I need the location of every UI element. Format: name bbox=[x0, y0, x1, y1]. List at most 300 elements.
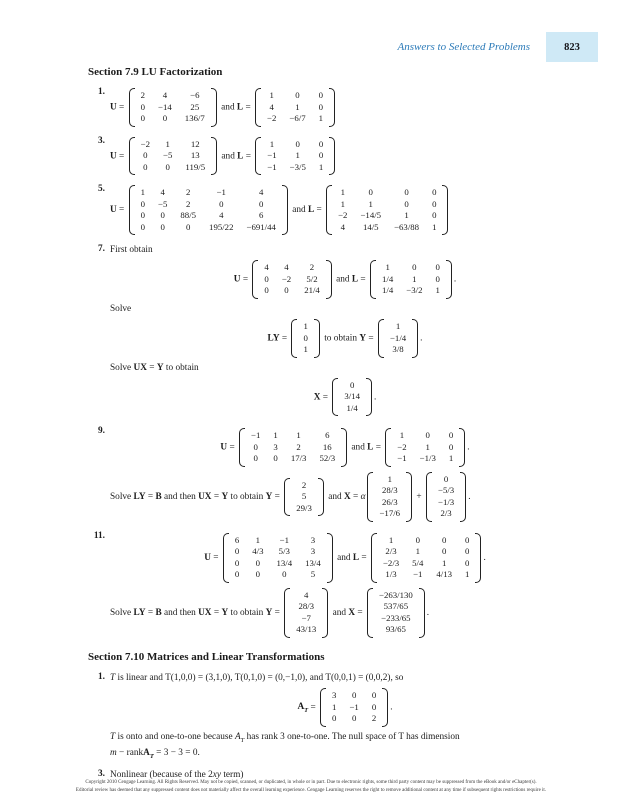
matrix-cell: 2 bbox=[301, 479, 307, 490]
right-paren-icon bbox=[460, 472, 466, 522]
matrix-cell: 5/2 bbox=[306, 273, 318, 284]
math-bold-text: Y bbox=[221, 607, 229, 618]
text-run bbox=[164, 363, 199, 373]
math-italic-text: T bbox=[110, 731, 116, 742]
matrix-cell: 3/8 bbox=[392, 344, 404, 355]
matrix-cell: 0 bbox=[140, 101, 146, 112]
matrix-cell: 1 bbox=[296, 430, 301, 441]
problem-number: 3. bbox=[98, 135, 105, 146]
matrix-cell: 0 bbox=[435, 262, 440, 273]
matrix-cell: 0 bbox=[368, 187, 373, 197]
matrix-cell: 2 bbox=[186, 187, 191, 197]
text-run-text: is onto and one-to-one because bbox=[115, 731, 235, 742]
math-italic bbox=[235, 732, 244, 742]
problem-lines bbox=[110, 424, 580, 525]
text-run bbox=[390, 702, 392, 712]
text-run bbox=[358, 275, 368, 285]
matrix-cell: −3/2 bbox=[406, 285, 423, 296]
matrix-cell: 1 bbox=[368, 198, 373, 209]
matrix-grid bbox=[394, 428, 456, 467]
matrix-cell: 3 bbox=[273, 441, 278, 452]
text-run bbox=[334, 275, 352, 285]
matrix-grid bbox=[335, 185, 439, 235]
text-run-text: = bbox=[240, 274, 251, 285]
matrix bbox=[255, 137, 335, 176]
text-run-text: Solve bbox=[110, 362, 134, 373]
matrix bbox=[129, 88, 217, 127]
text-run bbox=[366, 333, 376, 343]
left-paren-icon bbox=[239, 428, 245, 467]
matrix-cell: 1 bbox=[425, 441, 430, 452]
matrix-grid bbox=[232, 533, 324, 583]
matrix-cell: 5/3 bbox=[278, 546, 290, 557]
matrix-cell: −2 bbox=[140, 138, 150, 149]
matrix-cell: 1 bbox=[318, 113, 324, 123]
text-run bbox=[374, 392, 376, 402]
matrix-cell: 1 bbox=[415, 546, 420, 557]
matrix-cell: 0 bbox=[415, 534, 420, 545]
math-italic bbox=[361, 492, 366, 502]
text-run-text: = bbox=[243, 150, 254, 161]
left-paren-icon bbox=[378, 319, 384, 358]
matrix-cell: 16 bbox=[322, 441, 332, 452]
matrix-cell: 0 bbox=[162, 113, 168, 123]
matrix bbox=[284, 478, 324, 517]
matrix-cell: 1 bbox=[273, 430, 278, 441]
left-paren-icon bbox=[385, 428, 391, 467]
matrix-cell: −2/3 bbox=[382, 557, 400, 568]
matrix-cell: 0 bbox=[140, 210, 146, 220]
matrix-cell: 0 bbox=[318, 138, 324, 149]
matrix-cell: 1 bbox=[404, 210, 409, 220]
problem bbox=[88, 529, 580, 641]
matrix-cell: 0 bbox=[349, 379, 355, 390]
text-run bbox=[154, 748, 200, 758]
matrix-cell: 0 bbox=[295, 138, 300, 149]
matrix-cell: −63/88 bbox=[394, 221, 420, 232]
text-run bbox=[349, 443, 367, 453]
text-run-text: = bbox=[279, 333, 290, 344]
math-italic-text: A bbox=[234, 731, 241, 742]
math-bold bbox=[198, 608, 211, 618]
matrix-cell: 0 bbox=[143, 150, 148, 160]
matrix bbox=[367, 588, 425, 638]
text-run bbox=[211, 553, 221, 563]
footer bbox=[10, 779, 612, 795]
matrix-cell: −3/5 bbox=[289, 161, 306, 172]
problem-line bbox=[110, 587, 580, 639]
matrix-grid bbox=[435, 472, 457, 522]
problem-line bbox=[110, 87, 580, 128]
math-bold-text: UX bbox=[133, 362, 147, 373]
matrix-cell: −1 bbox=[267, 161, 277, 172]
text-run-text: to obtain bbox=[321, 333, 360, 344]
right-paren-icon bbox=[412, 319, 418, 358]
left-paren-icon bbox=[129, 88, 135, 127]
problem-number: 1. bbox=[98, 671, 105, 682]
right-paren-icon bbox=[314, 319, 320, 358]
math-bold-text: U bbox=[233, 274, 241, 285]
matrix-cell: 1 bbox=[435, 285, 440, 296]
matrix bbox=[370, 260, 452, 299]
text-run-text: = bbox=[355, 607, 365, 618]
matrix-grid bbox=[293, 478, 315, 517]
matrix-cell: −1 bbox=[267, 150, 277, 160]
text-run bbox=[212, 608, 222, 618]
math-bold-text: Y bbox=[265, 607, 273, 618]
text-run-text: and bbox=[289, 205, 308, 216]
left-paren-icon bbox=[284, 478, 290, 517]
math-bold bbox=[110, 102, 117, 112]
math-bold-text: LY bbox=[267, 333, 280, 344]
matrix bbox=[129, 137, 217, 176]
matrix-cell: 29/3 bbox=[296, 502, 312, 513]
subscript: T bbox=[240, 736, 245, 744]
text-run bbox=[110, 608, 134, 618]
text-run-text: is linear and T(1,0,0) = (3,1,0), T(0,1,0) = (0,−1,0), and T(0,0,1) = (0,0,2), so bbox=[115, 672, 404, 683]
matrix-cell: −1 bbox=[413, 569, 423, 580]
matrix-cell: 4 bbox=[160, 187, 165, 197]
matrix-cell: 0 bbox=[140, 221, 146, 232]
matrix-cell: −6/7 bbox=[289, 113, 306, 123]
matrix bbox=[255, 88, 335, 127]
math-bold bbox=[134, 608, 146, 618]
matrix-cell: 0 bbox=[255, 569, 261, 580]
problem-line bbox=[110, 427, 580, 468]
text-run-text: = bbox=[145, 491, 156, 502]
right-paren-icon bbox=[322, 588, 328, 638]
problem-line bbox=[110, 687, 580, 728]
matrix bbox=[291, 319, 319, 358]
math-bold-text: LY bbox=[133, 607, 146, 618]
matrix-cell: 0 bbox=[160, 221, 165, 232]
right-paren-icon bbox=[327, 533, 333, 583]
matrix-cell: 0 bbox=[253, 453, 258, 464]
math-bold-text: Y bbox=[156, 362, 164, 373]
matrix-cell: 1 bbox=[332, 701, 337, 712]
text-run bbox=[272, 492, 282, 502]
matrix-cell: 6 bbox=[258, 210, 264, 220]
text-run-text: = bbox=[272, 491, 283, 502]
footer-editorial-line: Editorial review has deemed that any suppressed content does not materially affect the overall learning experience. Cengage Learning reserves the right to remove additional content at any time if subsequent rights restrictions require it. bbox=[75, 788, 547, 793]
matrix-cell: 1 bbox=[165, 138, 170, 149]
math-bold-text: A bbox=[297, 702, 305, 713]
text-run-text: . bbox=[390, 702, 393, 713]
matrix-cell: 0 bbox=[371, 690, 377, 701]
left-paren-icon bbox=[367, 472, 373, 522]
text-run bbox=[117, 102, 127, 112]
text-run bbox=[115, 732, 235, 742]
text-run-text: . bbox=[373, 392, 377, 403]
text-run bbox=[467, 443, 469, 453]
matrix-cell: −1 bbox=[397, 453, 407, 464]
text-run bbox=[227, 443, 237, 453]
matrix-cell: −1 bbox=[349, 701, 359, 712]
math-italic-text: xy bbox=[212, 770, 222, 781]
math-bold bbox=[143, 748, 154, 758]
text-run-text: and bbox=[330, 607, 349, 618]
math-bold-text: U bbox=[110, 102, 117, 113]
left-paren-icon bbox=[371, 533, 377, 583]
matrix-cell: −263/130 bbox=[378, 589, 413, 600]
left-paren-icon bbox=[367, 588, 373, 638]
matrix-cell: −14 bbox=[158, 101, 172, 112]
matrix-cell: 4 bbox=[304, 589, 309, 600]
matrix-cell: 0 bbox=[264, 285, 269, 296]
problem bbox=[88, 424, 580, 525]
right-paren-icon bbox=[211, 88, 217, 127]
matrix-cell: 28/3 bbox=[298, 601, 315, 612]
matrix-grid bbox=[379, 260, 443, 299]
math-bold-text: Y bbox=[265, 491, 273, 502]
text-run bbox=[355, 608, 365, 618]
page-number: 823 bbox=[564, 41, 580, 53]
problem bbox=[88, 242, 580, 420]
problem-line bbox=[110, 532, 580, 584]
text-run-text: . bbox=[420, 333, 423, 344]
text-run-text: + bbox=[414, 491, 424, 502]
matrix-cell: 1 bbox=[295, 150, 300, 160]
math-bold-text: U bbox=[110, 205, 117, 216]
matrix-cell: 1 bbox=[442, 557, 447, 568]
matrix bbox=[223, 533, 333, 583]
text-run-text: = bbox=[373, 442, 384, 453]
matrix-cell: 0 bbox=[186, 221, 191, 232]
text-run bbox=[228, 608, 265, 618]
matrix-cell: 1 bbox=[340, 198, 345, 209]
text-run bbox=[110, 363, 134, 373]
text-run-text: and then bbox=[161, 607, 199, 618]
matrix-cell: −17/6 bbox=[379, 508, 401, 519]
math-bold bbox=[297, 702, 309, 715]
math-bold-text: UX bbox=[198, 491, 212, 502]
right-paren-icon bbox=[366, 378, 372, 417]
matrix-cell: 4 bbox=[264, 262, 269, 273]
matrix-cell: 0 bbox=[442, 546, 447, 557]
matrix-cell: 21/4 bbox=[304, 285, 320, 296]
matrix-cell: 2 bbox=[140, 90, 146, 100]
problem-lines bbox=[110, 529, 580, 641]
matrix-cell: −14/5 bbox=[360, 210, 382, 220]
right-paren-icon bbox=[329, 137, 335, 176]
matrix-cell: 1/4 bbox=[382, 273, 394, 284]
math-italic-text: T bbox=[110, 672, 116, 683]
math-bold bbox=[234, 275, 241, 285]
text-run bbox=[359, 553, 369, 563]
text-run-text: has rank 3 one-to-one. The null space of T has dimension bbox=[244, 731, 460, 742]
text-run bbox=[243, 102, 253, 112]
text-run-text: = bbox=[350, 491, 361, 502]
matrix bbox=[129, 185, 288, 235]
problem-line bbox=[110, 377, 580, 418]
matrix-cell: 0 bbox=[351, 713, 357, 724]
problem-lines bbox=[110, 134, 580, 179]
text-run bbox=[414, 492, 424, 502]
math-bold-text: X bbox=[343, 491, 351, 502]
text-run-text: . bbox=[426, 607, 430, 618]
matrix-cell: 2/3 bbox=[440, 508, 452, 519]
matrix-cell: −2 bbox=[338, 210, 348, 220]
matrix-cell: 1 bbox=[269, 90, 274, 100]
right-paren-icon bbox=[406, 472, 412, 522]
matrix-grid bbox=[300, 319, 310, 358]
math-bold bbox=[204, 553, 211, 563]
matrix-grid bbox=[376, 472, 403, 522]
problem-lines bbox=[110, 670, 580, 764]
matrix-cell: 1 bbox=[140, 187, 146, 197]
matrix-cell: −7 bbox=[301, 612, 311, 623]
text-run bbox=[427, 608, 429, 618]
matrix-cell: 0 bbox=[432, 210, 437, 220]
text-run bbox=[468, 492, 470, 502]
matrix-cell: 2/3 bbox=[385, 546, 397, 557]
matrix-cell: 0 bbox=[443, 473, 449, 484]
text-run bbox=[326, 492, 344, 502]
math-bold bbox=[110, 151, 117, 161]
problem-line bbox=[110, 303, 580, 315]
text-run-text: Solve bbox=[110, 607, 134, 618]
matrix-cell: 5/4 bbox=[412, 557, 424, 568]
text-run-text: . bbox=[468, 491, 471, 502]
running-head-title: Answers to Selected Problems bbox=[397, 41, 530, 53]
matrix-cell: 6 bbox=[325, 430, 330, 441]
problem-line bbox=[110, 184, 580, 236]
matrix-cell: −1 bbox=[279, 534, 289, 545]
text-run-text: = bbox=[320, 392, 331, 403]
problem-number: 5. bbox=[98, 184, 105, 194]
text-run-text: = bbox=[308, 702, 319, 713]
matrix-cell: 6 bbox=[234, 534, 240, 545]
matrix-cell: 0 bbox=[435, 273, 440, 284]
left-paren-icon bbox=[129, 137, 135, 176]
matrix-cell: 2 bbox=[371, 713, 377, 724]
page-number-box bbox=[546, 32, 598, 62]
text-run bbox=[454, 275, 456, 285]
right-paren-icon bbox=[326, 260, 332, 299]
matrix-cell: 26/3 bbox=[381, 496, 398, 507]
text-run-text: = bbox=[314, 205, 325, 216]
matrix-cell: 0 bbox=[465, 534, 470, 545]
text-run bbox=[420, 333, 422, 343]
math-bold bbox=[344, 492, 351, 502]
problem bbox=[88, 670, 580, 764]
matrix-cell: 1 bbox=[395, 321, 401, 332]
math-bold bbox=[110, 205, 117, 215]
text-run bbox=[110, 304, 131, 314]
text-run bbox=[117, 205, 127, 215]
matrix bbox=[326, 185, 448, 235]
matrix-cell: −1/3 bbox=[437, 496, 455, 507]
matrix-cell: 4 bbox=[162, 90, 168, 100]
text-run-text: = bbox=[272, 607, 283, 618]
math-bold-text: L bbox=[307, 205, 315, 216]
text-run bbox=[146, 492, 156, 502]
matrix-cell: −5/3 bbox=[437, 485, 455, 496]
matrix-grid bbox=[138, 88, 208, 127]
problem-number: 3. bbox=[98, 769, 105, 780]
matrix-cell: 1 bbox=[465, 569, 470, 580]
matrix-cell: 0 bbox=[140, 113, 146, 123]
text-run bbox=[110, 245, 153, 255]
math-bold-text: L bbox=[351, 274, 359, 285]
problem bbox=[88, 134, 580, 179]
math-bold-text: L bbox=[236, 102, 244, 113]
text-run bbox=[351, 492, 361, 502]
problem-line bbox=[110, 362, 580, 374]
matrix-cell: 0 bbox=[412, 262, 417, 273]
problem-lines bbox=[110, 85, 580, 130]
text-run-text: = bbox=[210, 552, 221, 563]
matrix-cell: −2 bbox=[281, 273, 292, 284]
text-run-text: = bbox=[227, 442, 238, 453]
text-run bbox=[308, 702, 318, 712]
text-run bbox=[110, 492, 134, 502]
problem-lines bbox=[110, 242, 580, 420]
math-italic bbox=[110, 748, 117, 758]
matrix-grid bbox=[264, 88, 326, 127]
right-paren-icon bbox=[382, 688, 388, 727]
text-run-text: = bbox=[359, 552, 369, 563]
problem bbox=[88, 182, 580, 238]
matrix-cell: 4/13 bbox=[436, 569, 453, 580]
matrix-cell: 0 bbox=[318, 90, 324, 100]
matrix-cell: 4 bbox=[219, 210, 224, 220]
math-bold bbox=[134, 363, 147, 373]
math-bold-text: U bbox=[110, 150, 117, 161]
matrix bbox=[332, 378, 372, 417]
matrix-cell: 1/4 bbox=[346, 402, 358, 413]
matrix-cell: 2 bbox=[309, 262, 315, 273]
text-run-text: . bbox=[483, 552, 486, 563]
problem-line bbox=[110, 136, 580, 177]
problem-line bbox=[110, 672, 580, 684]
left-paren-icon bbox=[252, 260, 258, 299]
math-bold bbox=[134, 492, 146, 502]
matrix-cell: 2 bbox=[186, 198, 191, 209]
right-paren-icon bbox=[318, 478, 324, 517]
text-run bbox=[280, 333, 290, 343]
matrix bbox=[378, 319, 418, 358]
text-run bbox=[228, 492, 265, 502]
text-run bbox=[244, 732, 459, 742]
text-run-text: and bbox=[333, 274, 352, 285]
matrix-cell: 1/3 bbox=[385, 569, 397, 580]
left-paren-icon bbox=[370, 260, 376, 299]
matrix-cell: 1 bbox=[269, 138, 275, 149]
text-run-text: Solve bbox=[110, 491, 134, 502]
text-run-text: = bbox=[211, 491, 222, 502]
math-bold-text: L bbox=[237, 150, 244, 161]
matrix-cell: 0 bbox=[371, 701, 377, 712]
matrix-grid bbox=[138, 185, 279, 235]
math-bold-text: L bbox=[367, 442, 374, 453]
matrix-cell: 1 bbox=[448, 453, 454, 464]
math-italic-text: m bbox=[110, 748, 117, 758]
text-run bbox=[373, 443, 383, 453]
matrix-grid bbox=[387, 319, 409, 358]
matrix-cell: −1 bbox=[216, 187, 226, 197]
matrix-cell: 0 bbox=[253, 441, 258, 452]
section bbox=[88, 651, 580, 784]
right-paren-icon bbox=[442, 185, 448, 235]
problem-number: 9. bbox=[98, 426, 105, 437]
matrix-cell: 52/3 bbox=[319, 453, 336, 464]
text-run-text: and then bbox=[161, 491, 199, 502]
matrix bbox=[385, 428, 465, 467]
right-paren-icon bbox=[282, 185, 288, 235]
text-run-text: . bbox=[453, 274, 457, 285]
matrix-cell: 0 bbox=[234, 546, 240, 557]
